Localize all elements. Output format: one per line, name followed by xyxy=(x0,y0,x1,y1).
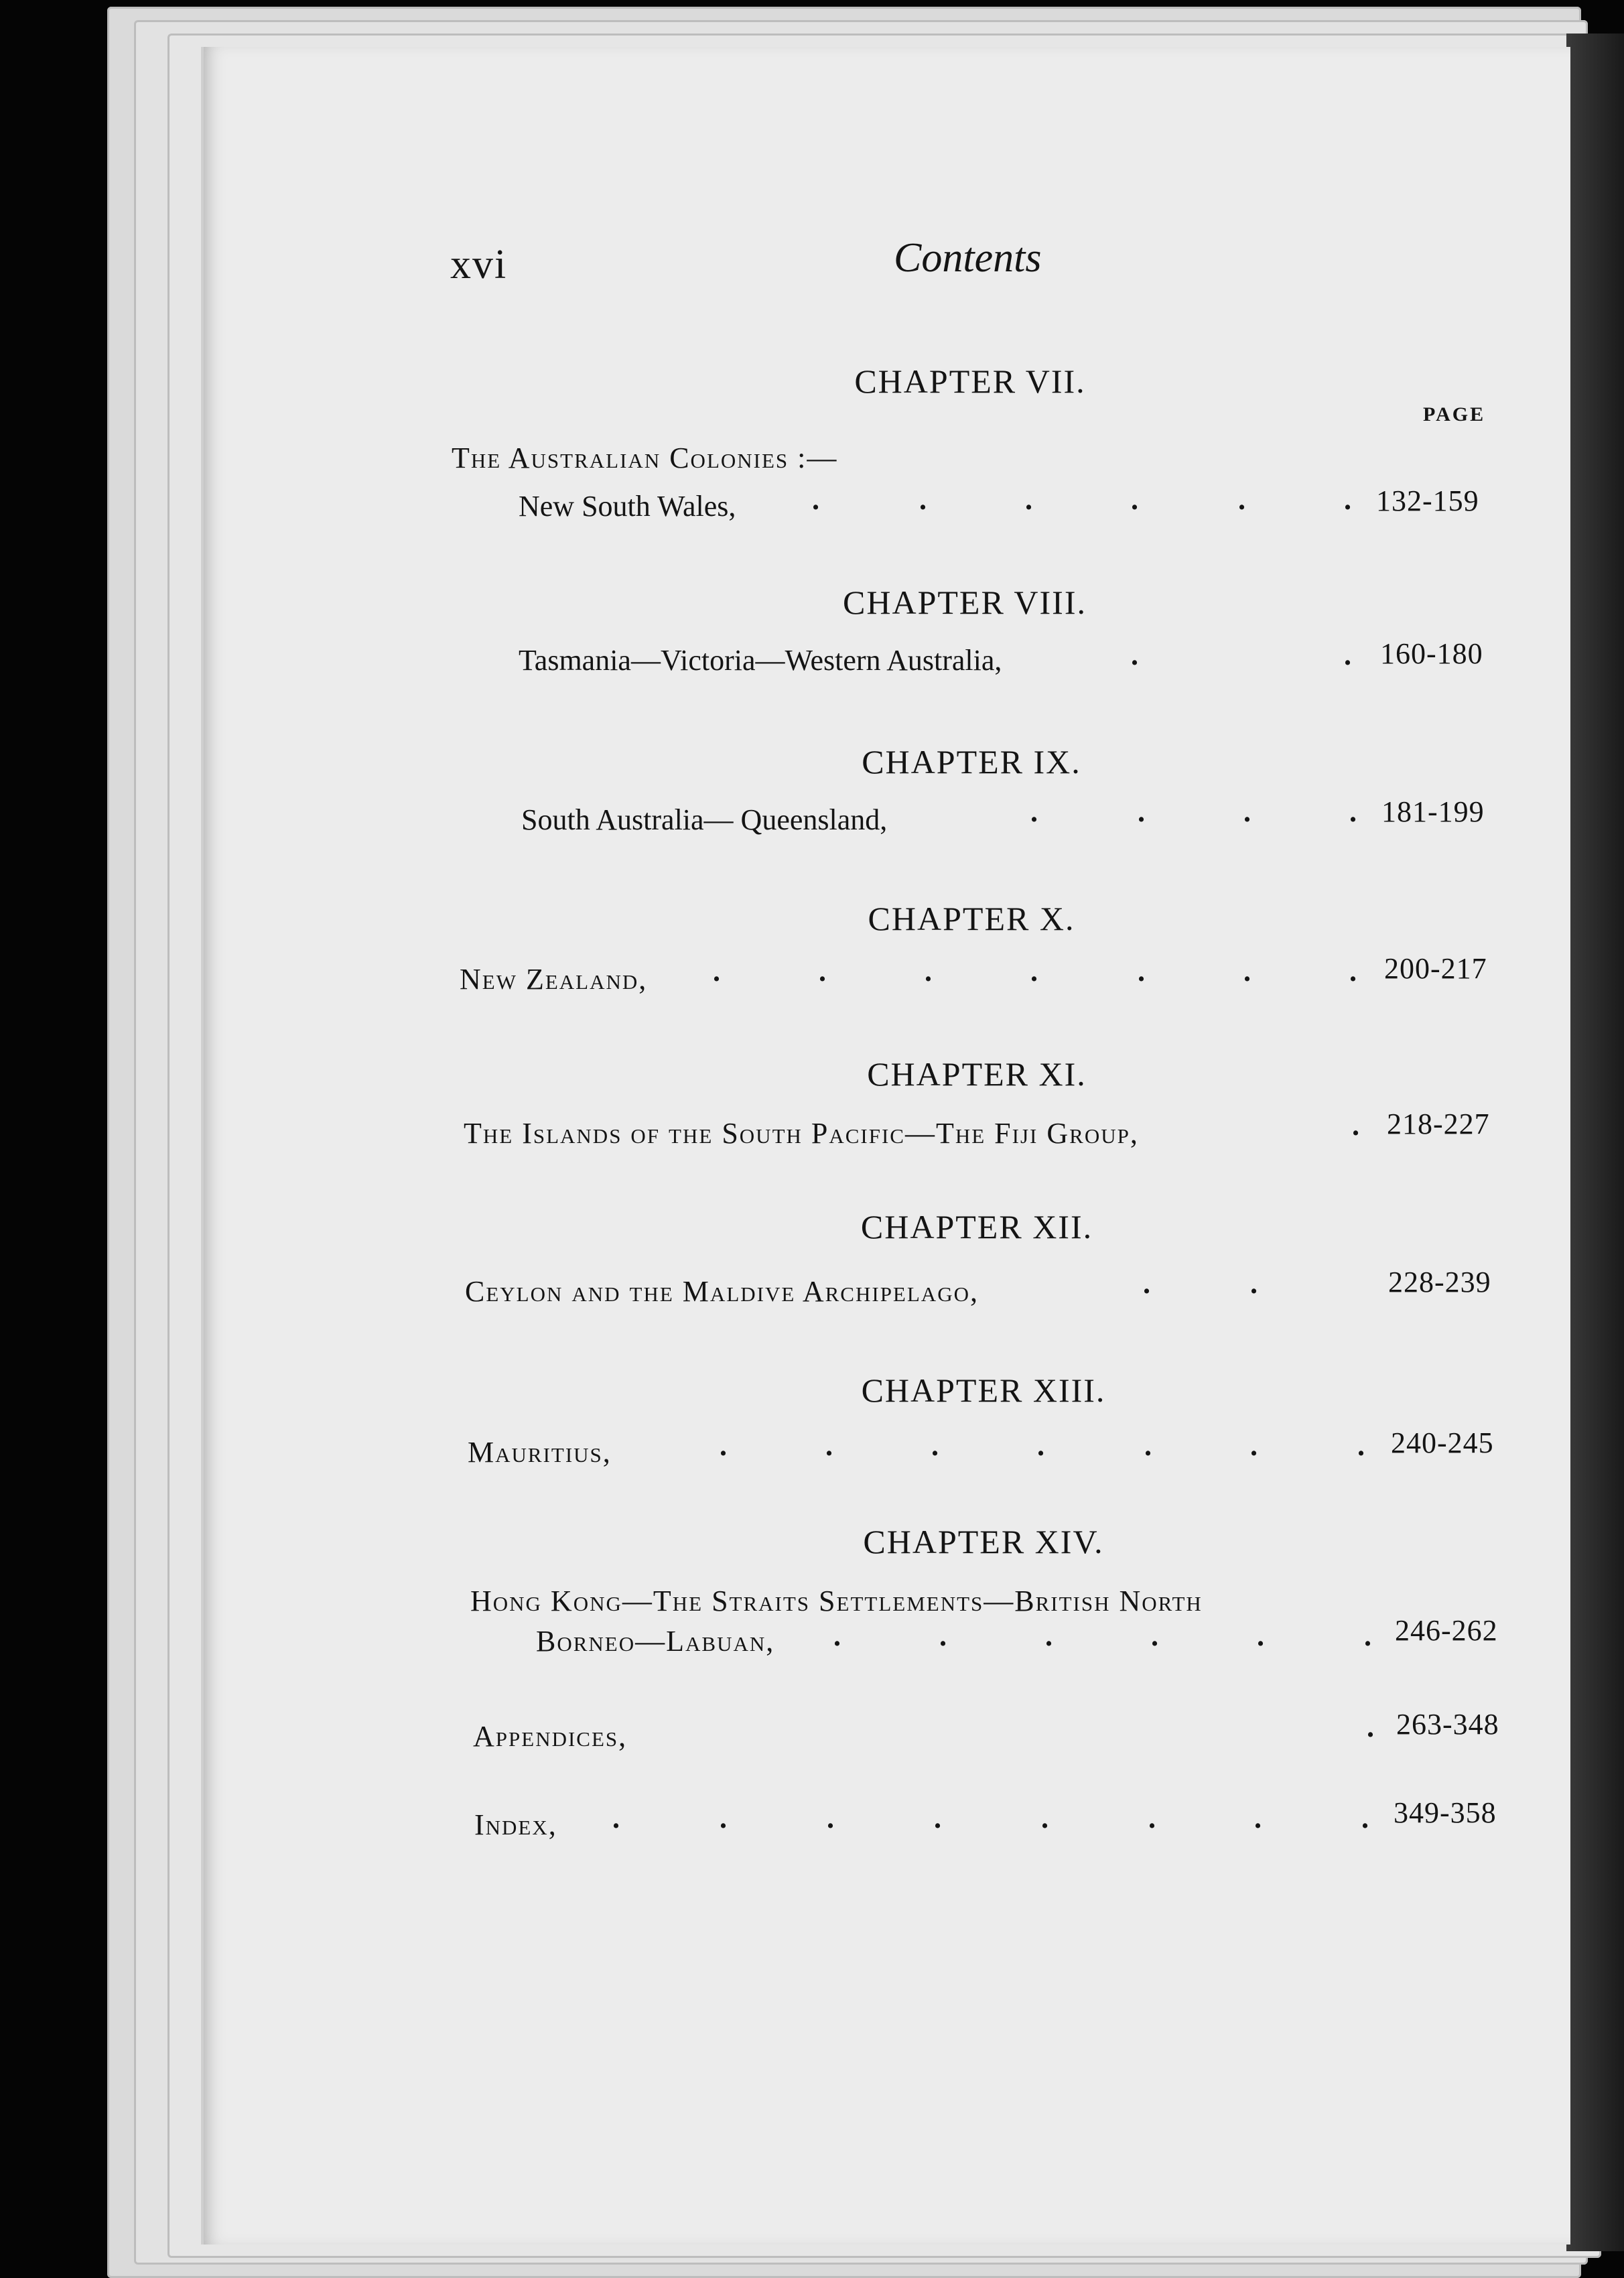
toc-entry-title: Mauritius, xyxy=(468,1436,612,1469)
toc-entry-title: Tasmania—Victoria—Western Australia, xyxy=(519,644,1002,677)
chapter-heading: CHAPTER XIII. xyxy=(861,1371,1106,1409)
page-column-label: PAGE xyxy=(1423,403,1486,425)
toc-section-heading: The Australian Colonies :— xyxy=(452,442,838,474)
toc-page-range: 218-227 xyxy=(1387,1108,1490,1140)
toc-entry-title-continued: Borneo—Labuan, xyxy=(536,1625,775,1658)
toc-page-range: 263-348 xyxy=(1396,1708,1499,1741)
toc-page-range: 228-239 xyxy=(1388,1266,1491,1298)
toc-page-range: 349-358 xyxy=(1394,1796,1497,1829)
chapter-heading: CHAPTER X. xyxy=(868,900,1075,937)
toc-page-range: 240-245 xyxy=(1391,1426,1494,1459)
page-number: xvi xyxy=(450,242,508,287)
chapter-heading: CHAPTER IX. xyxy=(862,743,1081,781)
toc-entry-title: South Australia— Queensland, xyxy=(521,803,888,836)
toc-entry-title: Hong Kong—The Straits Settlements—British North xyxy=(470,1585,1203,1617)
toc-entry-title: Appendices, xyxy=(473,1720,628,1753)
page-title: Contents xyxy=(894,235,1042,281)
toc-entry-title: The Islands of the South Pacific—The Fiji Group, xyxy=(464,1117,1139,1150)
toc-entry-title: Index, xyxy=(474,1808,557,1841)
chapter-heading: CHAPTER XI. xyxy=(867,1055,1087,1093)
toc-page-range: 160-180 xyxy=(1380,637,1483,670)
book-spine-shadow xyxy=(1566,34,1624,2251)
toc-page-range: 181-199 xyxy=(1381,795,1485,828)
toc-entry-title: New South Wales, xyxy=(519,490,736,523)
chapter-heading: CHAPTER VIII. xyxy=(843,584,1087,621)
chapter-heading: CHAPTER XIV. xyxy=(863,1523,1104,1560)
toc-page-range: 246-262 xyxy=(1395,1614,1498,1647)
toc-entry-title: Ceylon and the Maldive Archipelago, xyxy=(465,1275,979,1308)
chapter-heading: CHAPTER VII. xyxy=(854,362,1086,400)
toc-page-range: 132-159 xyxy=(1376,484,1479,517)
toc-entry-title: New Zealand, xyxy=(460,963,648,996)
chapter-heading: CHAPTER XII. xyxy=(860,1208,1093,1246)
toc-page-range: 200-217 xyxy=(1384,952,1487,985)
